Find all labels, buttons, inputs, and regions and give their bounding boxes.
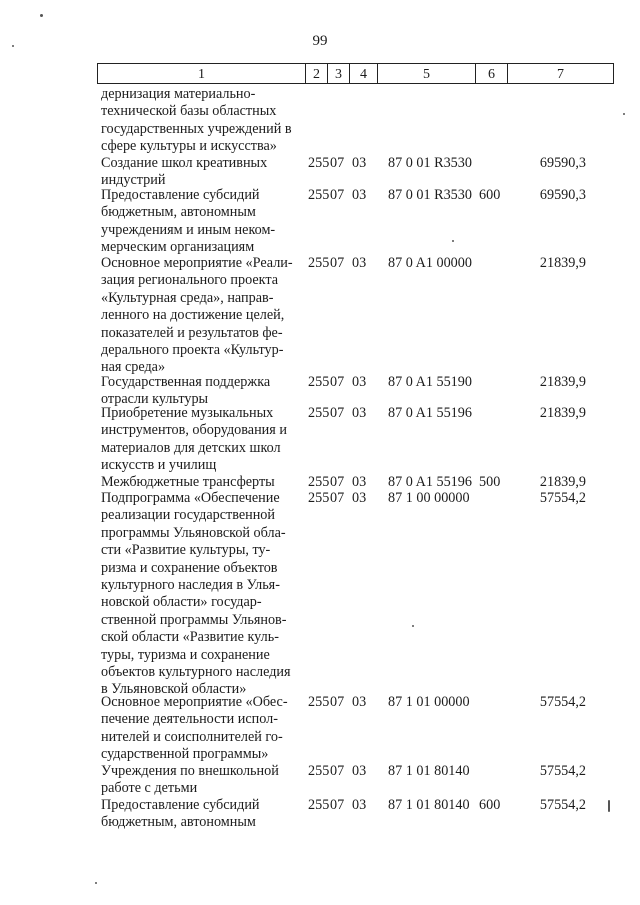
amount: 57554,2 [539, 490, 586, 506]
row-name: Подпрограмма «Обеспечение реализации государственной программы Ульяновской обла- сти «Развитие культуры, ту- ризма и сохранение объектов культурного наследия в Улья- новской области» государ- ственной программы Ульянов- ской области «Развитие куль- туры, туризма и сохранение объектов культурного наследия в Ульяновской области» [101, 490, 291, 698]
code-ministry: 255 [308, 187, 330, 203]
code-subsection: 03 [352, 155, 367, 171]
code-section: 07 [330, 474, 345, 490]
scan-speck [452, 240, 454, 242]
code-ministry: 255 [308, 405, 330, 421]
code-section: 07 [330, 490, 345, 506]
code-target: 87 0 A1 55196 [388, 405, 472, 421]
code-ministry: 255 [308, 763, 330, 779]
code-subsection: 03 [352, 474, 367, 490]
scan-speck [40, 14, 43, 17]
code-subsection: 03 [352, 405, 367, 421]
row-name: Государственная поддержка отрасли культуры [101, 374, 271, 408]
code-section: 07 [330, 187, 345, 203]
amount: 69590,3 [539, 155, 586, 171]
header-col-7: 7 [507, 63, 614, 84]
header-col-3: 3 [327, 63, 349, 84]
code-subsection: 03 [352, 490, 367, 506]
code-ministry: 255 [308, 797, 330, 813]
code-target: 87 1 00 00000 [388, 490, 470, 506]
code-section: 07 [330, 763, 345, 779]
row-name: Приобретение музыкальных инструментов, оборудования и материалов для детских школ искусств и училищ [101, 405, 287, 474]
code-expense-type: 600 [479, 797, 501, 813]
row-name: Учреждения по внешкольной работе с детьми [101, 763, 279, 797]
amount: 21839,9 [539, 474, 586, 490]
code-target: 87 0 01 R3530 [388, 155, 472, 171]
amount: 57554,2 [539, 797, 586, 813]
scan-speck [95, 882, 97, 884]
amount: 21839,9 [539, 374, 586, 390]
header-col-4: 4 [349, 63, 377, 84]
code-target: 87 1 01 00000 [388, 694, 470, 710]
header-col-1: 1 [97, 63, 305, 84]
row-name: Создание школ креативных индустрий [101, 155, 268, 189]
code-section: 07 [330, 405, 345, 421]
code-subsection: 03 [352, 255, 367, 271]
code-subsection: 03 [352, 374, 367, 390]
code-ministry: 255 [308, 155, 330, 171]
code-subsection: 03 [352, 763, 367, 779]
code-ministry: 255 [308, 474, 330, 490]
code-target: 87 0 A1 55190 [388, 374, 472, 390]
row-name: Предоставление субсидий бюджетным, автономным учреждениям и иным неком- мерческим организациям [101, 187, 276, 256]
code-expense-type: 500 [479, 474, 501, 490]
amount: 69590,3 [539, 187, 586, 203]
code-target: 87 0 A1 00000 [388, 255, 472, 271]
code-ministry: 255 [308, 490, 330, 506]
code-target: 87 1 01 80140 [388, 797, 470, 813]
code-target: 87 0 A1 55196 [388, 474, 472, 490]
code-ministry: 255 [308, 255, 330, 271]
code-ministry: 255 [308, 694, 330, 710]
row-name: Предоставление субсидий бюджетным, автономным [101, 797, 260, 831]
amount: 57554,2 [539, 763, 586, 779]
scan-speck [608, 800, 610, 812]
code-ministry: 255 [308, 374, 330, 390]
row-name: дернизация материально- технической базы областных государственных учреждений в сфере культуры и искусства» [101, 86, 292, 155]
code-expense-type: 600 [479, 187, 501, 203]
page-number: 99 [312, 33, 328, 49]
code-section: 07 [330, 797, 345, 813]
scan-speck [12, 45, 14, 47]
row-name: Межбюджетные трансферты [101, 474, 275, 490]
code-section: 07 [330, 255, 345, 271]
amount: 57554,2 [539, 694, 586, 710]
code-section: 07 [330, 155, 345, 171]
table-header [0, 63, 640, 84]
amount: 21839,9 [539, 255, 586, 271]
code-subsection: 03 [352, 797, 367, 813]
code-subsection: 03 [352, 694, 367, 710]
amount: 21839,9 [539, 405, 586, 421]
scan-speck [412, 625, 414, 627]
row-name: Основное мероприятие «Обес- печение деятельности испол- нителей и соисполнителей го- сударственной программы» [101, 694, 288, 763]
header-col-5: 5 [377, 63, 475, 84]
code-section: 07 [330, 694, 345, 710]
code-target: 87 1 01 80140 [388, 763, 470, 779]
code-subsection: 03 [352, 187, 367, 203]
row-name: Основное мероприятие «Реали- зация регионального проекта «Культурная среда», направ- ленного на достижение целей, показателей и результатов фе- дерального проекта «Культур- ная среда» [101, 255, 293, 376]
header-col-6: 6 [475, 63, 507, 84]
header-col-2: 2 [305, 63, 327, 84]
code-section: 07 [330, 374, 345, 390]
scan-speck [623, 113, 625, 115]
code-target: 87 0 01 R3530 [388, 187, 472, 203]
